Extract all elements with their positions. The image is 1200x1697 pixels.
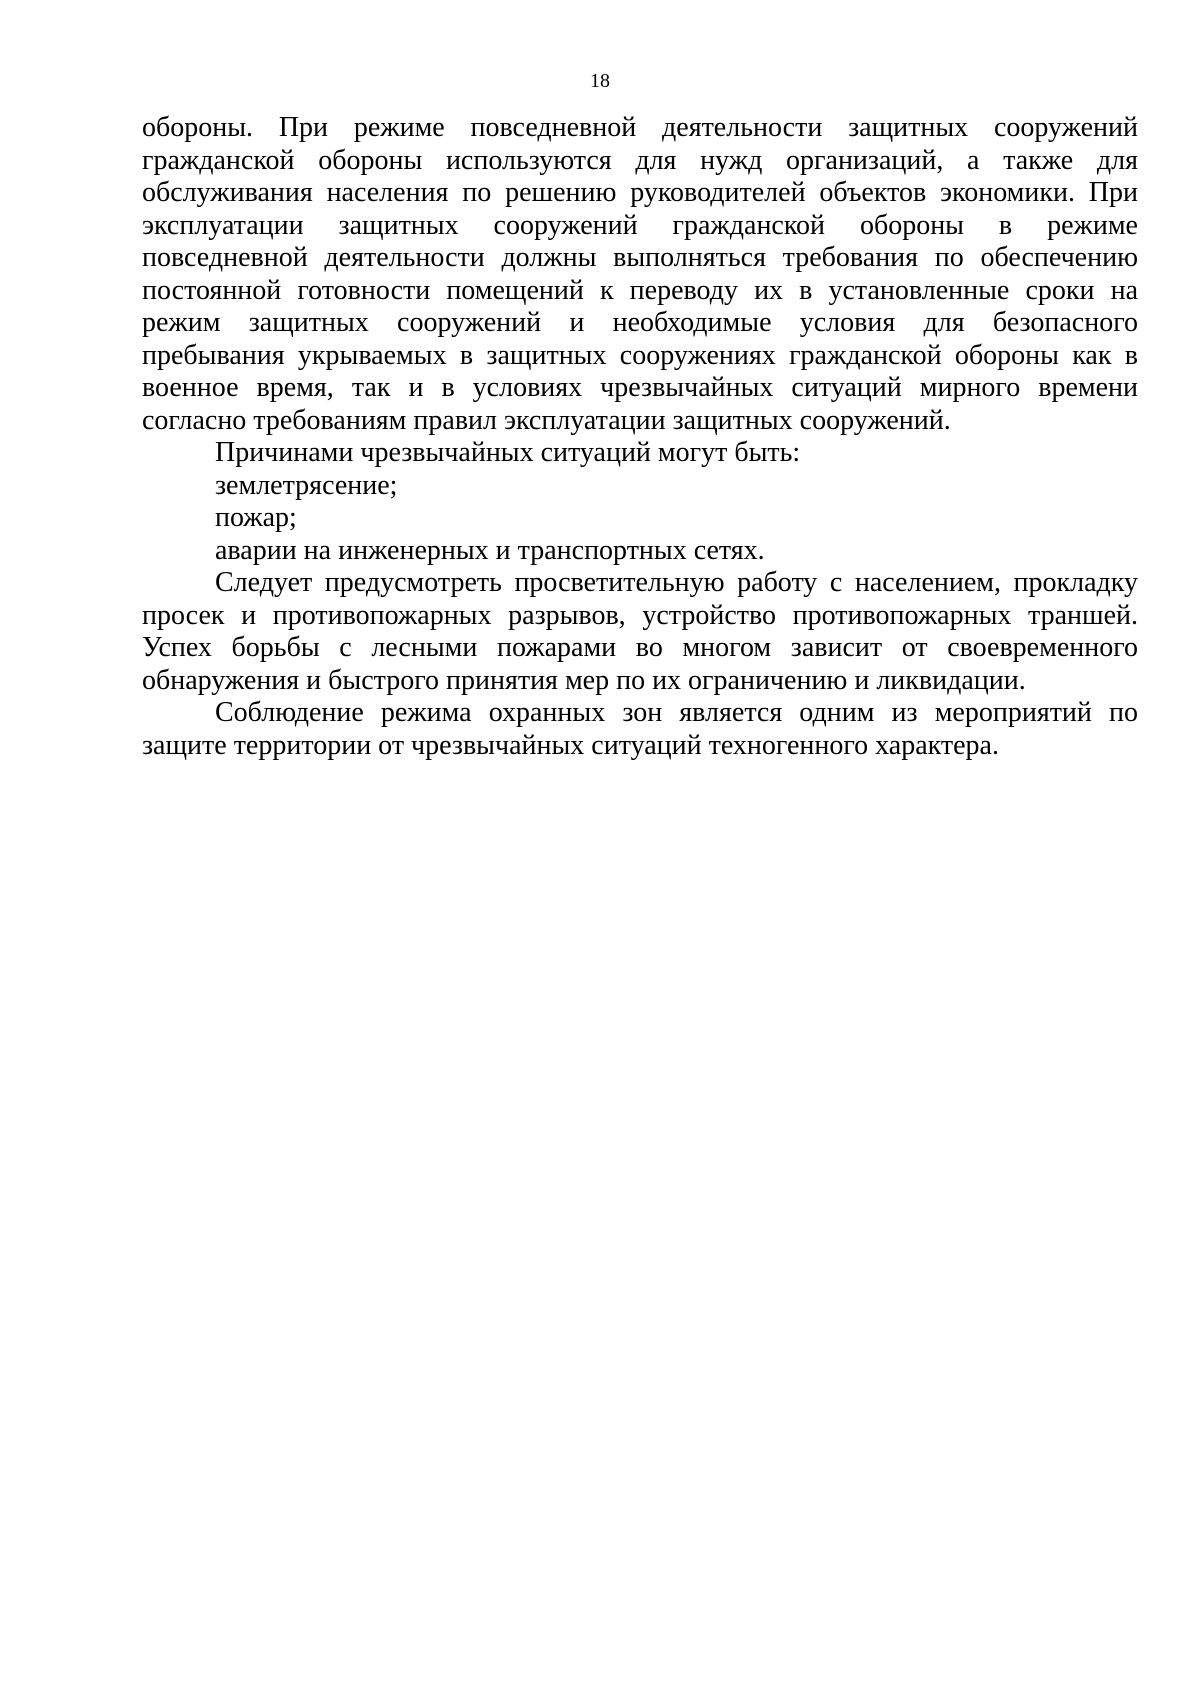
list-item-earthquake: землетрясение; — [215, 469, 398, 501]
paragraph-fire-prevention: Следует предусмотреть просветительную работу с населением, прокладку просек и противопожарных разрывов, устройство противопожарных траншей. Успех борьбы с лесными пожарами во многом зависит от своевременного обнаружения и быстрого принятия мер по их ограничению и ликвидации. — [142, 567, 1138, 696]
list-item-accidents: аварии на инженерных и транспортных сетях. — [215, 534, 765, 566]
list-item-fire: пожар; — [215, 502, 297, 533]
page-number: 18 — [590, 70, 610, 92]
paragraph-causes-intro: Причинами чрезвычайных ситуаций могут быть: — [215, 437, 801, 468]
paragraph-continuation: обороны. При режиме повседневной деятельности защитных сооружений гражданской обороны используются для нужд организаций, а также для обслуживания населения по решению руководителей объектов экономики. При эксплуатации защитных сооружений гражданской обороны в режиме повседневной деятельности должны выполняться требования по обеспечению постоянной готовности помещений к переводу их в установленные сроки на режим защитных сооружений и необходимые условия для безопасного пребывания укрываемых в защитных сооружениях гражданской обороны как в военное время, так и в условиях чрезвычайных ситуаций мирного времени согласно требованиям правил эксплуатации защитных сооружений. — [142, 112, 1138, 436]
paragraph-protection-zones: Соблюдение режима охранных зон является одним из мероприятий по защите территории от чрезвычайных ситуаций техногенного характера. — [142, 697, 1138, 761]
document-body — [142, 112, 1138, 762]
